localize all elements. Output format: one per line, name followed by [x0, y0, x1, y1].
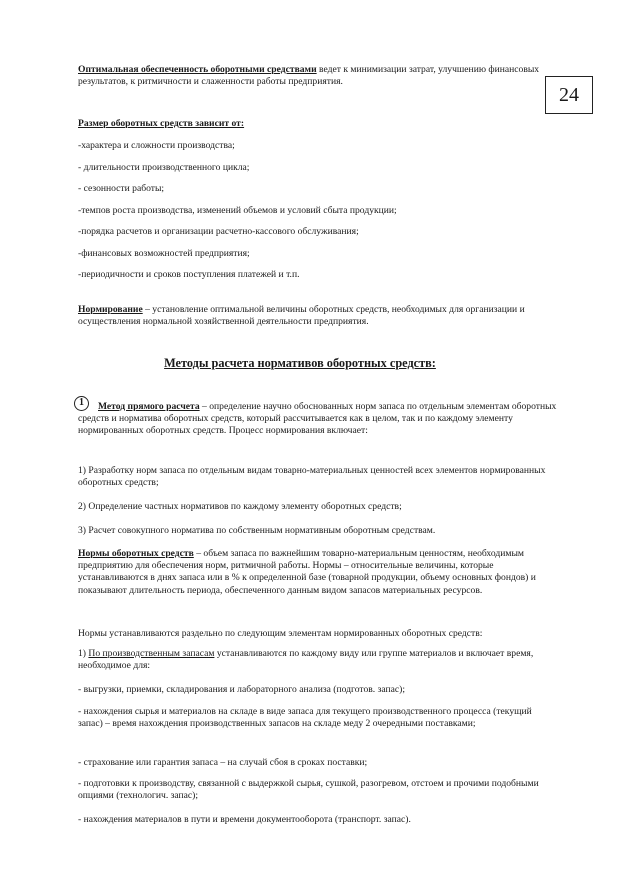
method-step: 2) Определение частных нормативов по каждому элементу оборотных средств; [78, 501, 402, 512]
stock-item: - выгрузки, приемки, складирования и лабораторного анализа (подготов. запас); [78, 684, 406, 695]
factor-item: - сезонности работы; [78, 183, 165, 194]
norms-term: Нормы оборотных средств [78, 548, 194, 559]
factor-item: -порядка расчетов и организации расчетно-кассового обслуживания; [78, 226, 359, 237]
stock-item: - нахождения материалов в пути и времени документооборота (транспорт. запас). [78, 814, 411, 825]
norms-paragraph [78, 548, 556, 597]
method-step: 3) Расчет совокупного норматива по собственным нормативным оборотным средствам. [78, 525, 436, 536]
factor-item: - длительности производственного цикла; [78, 162, 250, 173]
normirovanie-text: – установление оптимальной величины оборотных средств, необходимых для организации и осуществления нормальной хозяйственной деятельности предприятия. [78, 304, 525, 328]
stock-item: - подготовки к производству, связанной с выдержкой сырья, сушкой, разогревом, отстоем и прочими подобными опциями (технологич. запас); [78, 778, 539, 802]
normirovanie-term: Нормирование [78, 304, 143, 315]
method1-paragraph [78, 401, 562, 438]
factor-item: -характера и сложности производства; [78, 140, 235, 151]
page-number: 24 [545, 76, 593, 114]
method-step: 1) Разработку норм запаса по отдельным видам товарно-материальных ценностей всех элементов нормированных оборотных средств; [78, 465, 546, 489]
norms-established: Нормы устанавливаются раздельно по следующим элементам нормированных оборотных средств: [78, 628, 483, 639]
intro-term: Оптимальная обеспеченность оборотными средствами [78, 64, 317, 75]
production-stocks-paragraph: 1) По производственным запасам устанавливаются по каждому виду или группе материалов и включает время, необходимое для: [78, 648, 534, 672]
factor-item: -периодичности и сроков поступления платежей и т.п. [78, 269, 300, 280]
method1-title: Метод прямого расчета [98, 401, 200, 412]
norms-text: – объем запаса по важнейшим товарно-материальным ценностям, необходимым предприятию для обеспечения норм, ритмичной работы. Нормы – относительные величины, которые устанавливаются в днях запаса или в % к определенной базе (товарной продукции, объему основных фондов) и показывают длительность периода, обеспеченного данным видом запасов материальных ресурсов. [78, 548, 536, 596]
stock-item: - страхование или гарантия запаса – на случай сбоя в сроках поставки; [78, 757, 368, 768]
factor-item: -финансовых возможностей предприятия; [78, 248, 250, 259]
intro-paragraph [78, 64, 548, 88]
method1-text: – определение научно обоснованных норм запаса по отдельным элементам оборотных средств и норматива оборотных средств, который рассчитывается как в целом, так и по каждому элементу нормированных оборотных средств. Процесс нормирования включает: [78, 401, 557, 437]
intro-text: ведет к минимизации затрат, улучшению финансовых результатов, к ритмичности и слаженности работы предприятия. [78, 64, 540, 88]
factor-item: -темпов роста производства, изменений объемов и условий сбыта продукции; [78, 205, 397, 216]
size-factors-title: Размер оборотных средств зависит от: [78, 118, 245, 129]
method-number-circle: 1 [74, 396, 89, 411]
normirovanie-paragraph [78, 304, 573, 328]
production-stocks-term: По производственным запасам [88, 648, 215, 659]
methods-heading: Методы расчета нормативов оборотных средств: [164, 356, 436, 370]
stock-item: - нахождения сырья и материалов на складе в виде запаса для текущего производственного процесса (текущий запас) – время нахождения производственных запасов на складе меду 2 очередными поставками; [78, 706, 532, 730]
